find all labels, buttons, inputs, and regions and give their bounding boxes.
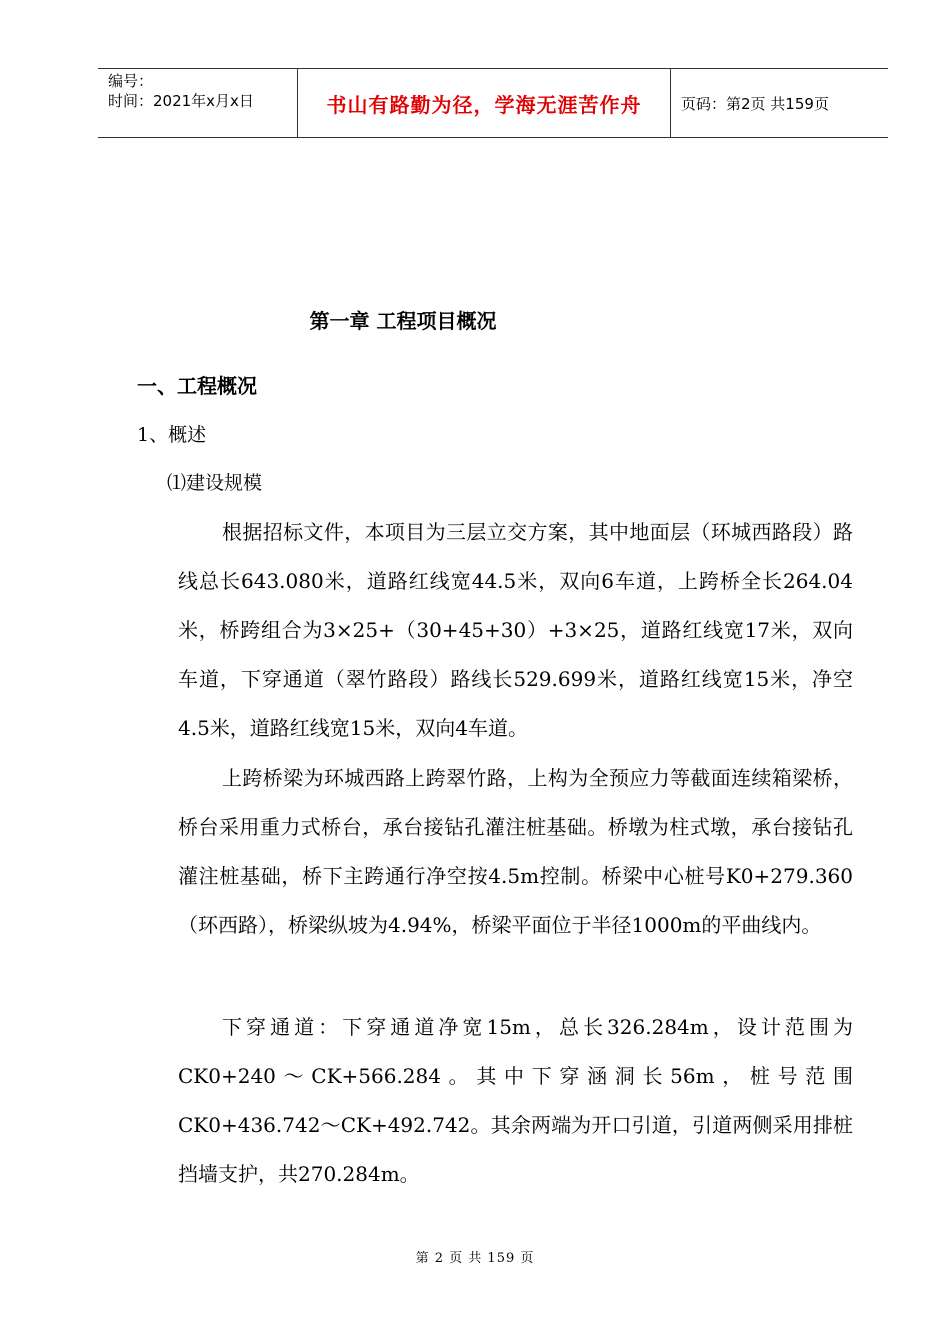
time-label: 时间：2021年x月x日 [108,92,254,110]
paragraph-scale: 根据招标文件，本项目为三层立交方案，其中地面层（环城西路段）路线总长643.080米，道路红线宽44.5米，双向6车道，上跨桥全长264.04米，桥跨组合为3×25+（30+45+30）+3×25，道路红线宽17米，双向车道，下穿通道（翠竹路段）路线长529.699米，道路红线宽15米，净空4.5米，道路红线宽15米，双向4车道。 [178,520,853,740]
page-header [98,68,888,138]
header-motto: 书山有路勤为径，学海无涯苦作舟 [298,69,671,137]
page-footer: 第 2 页 共 159 页 [415,1251,535,1266]
subsubsection-heading: ⑴建设规模 [167,472,263,494]
header-page-info: 页码：第2页 共159页 [681,94,829,113]
number-label: 编号： [108,72,154,90]
subsection-heading: 1、概述 [137,424,207,446]
paragraph-underpass: 下穿通道：下穿通道净宽15m，总长326.284m，设计范围为CK0+240～CK+566.284。其中下穿涵洞长56m，桩号范围CK0+436.742～CK+492.742。其余两端为开口引道，引道两侧采用排桩挡墙支护，共270.284m。 [178,1015,853,1186]
section-heading: 一、工程概况 [137,374,257,398]
header-meta [98,69,298,137]
paragraph-bridge: 上跨桥梁为环城西路上跨翠竹路，上构为全预应力等截面连续箱梁桥，桥台采用重力式桥台，承台接钻孔灌注桩基础。桥墩为柱式墩，承台接钻孔灌注桩基础，桥下主跨通行净空按4.5m控制。桥梁中心桩号K0+279.360（环西路），桥梁纵坡为4.94%，桥梁平面位于半径1000m的平曲线内。 [178,766,853,937]
chapter-title: 第一章 工程项目概况 [309,309,497,333]
